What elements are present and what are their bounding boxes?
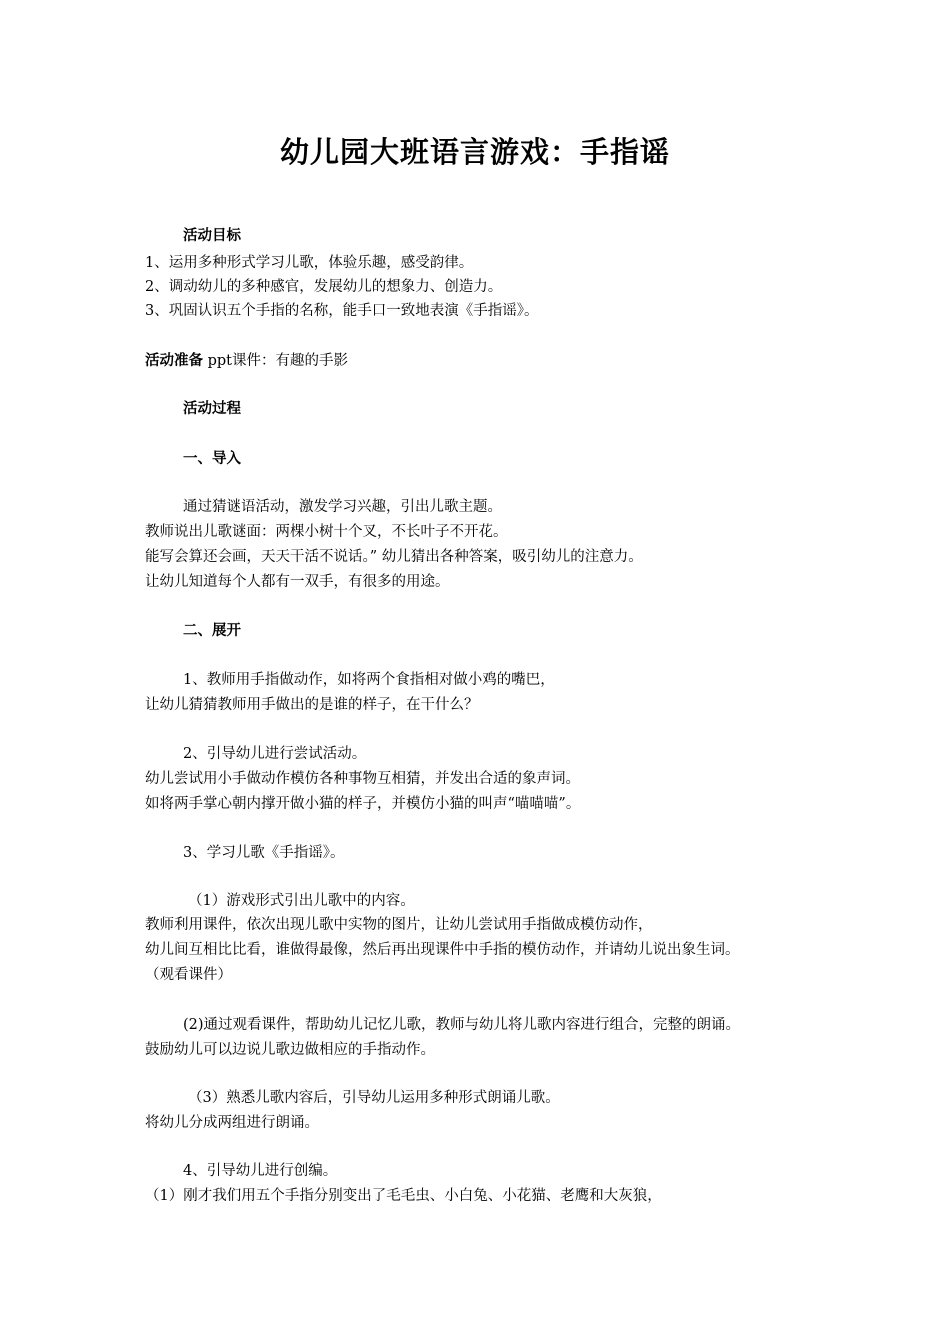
expand-s3b-line-2: 鼓励幼儿可以边说儿歌边做相应的手指动作。 xyxy=(145,1042,435,1058)
prep-line xyxy=(145,351,348,371)
goals-heading: 活动目标 xyxy=(183,228,241,244)
prep-heading: 活动准备 xyxy=(145,353,203,369)
expand-s3c-line-2: 将幼儿分成两组进行朗诵。 xyxy=(145,1115,319,1131)
expand-s3a-line-3: 幼儿间互相比比看，谁做得最像，然后再出现课件中手指的模仿动作，并请幼儿说出象生词。 xyxy=(145,942,740,958)
process-heading: 活动过程 xyxy=(183,401,241,417)
goal-item-3: 3、巩固认识五个手指的名称，能手口一致地表演《手指谣》。 xyxy=(145,303,539,319)
intro-line-2: 教师说出儿歌谜面：两棵小树十个叉，不长叶子不开花。 xyxy=(145,524,508,540)
goal-item-2: 2、调动幼儿的多种感官，发展幼儿的想象力、创造力。 xyxy=(145,279,503,295)
expand-s1-line-1: 1、教师用手指做动作，如将两个食指相对做小鸡的嘴巴， xyxy=(183,672,555,688)
expand-heading: 二、展开 xyxy=(183,623,241,639)
intro-heading: 一、导入 xyxy=(183,451,241,467)
expand-s2-line-2: 幼儿尝试用小手做动作模仿各种事物互相猜，并发出合适的象声词。 xyxy=(145,771,580,787)
goal-item-1: 1、运用多种形式学习儿歌，体验乐趣，感受韵律。 xyxy=(145,255,474,271)
expand-s3a-line-1: （1）游戏形式引出儿歌中的内容。 xyxy=(188,893,415,909)
intro-line-4: 让幼儿知道每个人都有一双手，有很多的用途。 xyxy=(145,574,450,590)
expand-s4-line-2: （1）刚才我们用五个手指分别变出了毛毛虫、小白兔、小花猫、老鹰和大灰狼， xyxy=(145,1188,662,1204)
expand-s2-line-3: 如将两手掌心朝内撑开做小猫的样子，并模仿小猫的叫声“喵喵喵”。 xyxy=(145,796,581,812)
expand-s4-line-1: 4、引导幼儿进行创编。 xyxy=(183,1163,338,1179)
page-title: 幼儿园大班语言游戏：手指谣 xyxy=(279,135,670,169)
expand-s3a-line-2: 教师利用课件，依次出现儿歌中实物的图片，让幼儿尝试用手指做成模仿动作， xyxy=(145,917,653,933)
intro-line-1: 通过猜谜语活动，激发学习兴趣，引出儿歌主题。 xyxy=(183,499,502,515)
prep-text: ppt课件：有趣的手影 xyxy=(203,353,348,369)
expand-s3a-line-4: （观看课件） xyxy=(145,967,232,983)
expand-s2-line-1: 2、引导幼儿进行尝试活动。 xyxy=(183,746,367,762)
expand-s3b-line-1: (2)通过观看课件，帮助幼儿记忆儿歌，教师与幼儿将儿歌内容进行组合，完整的朗诵。 xyxy=(183,1017,741,1033)
expand-s1-line-2: 让幼儿猜猜教师用手做出的是谁的样子，在干什么？ xyxy=(145,697,479,713)
expand-s3-line: 3、学习儿歌《手指谣》。 xyxy=(183,845,345,861)
intro-line-3: 能写会算还会画，天天干活不说话。” 幼儿猜出各种答案，吸引幼儿的注意力。 xyxy=(145,549,643,565)
expand-s3c-line-1: （3）熟悉儿歌内容后，引导幼儿运用多种形式朗诵儿歌。 xyxy=(188,1090,560,1106)
